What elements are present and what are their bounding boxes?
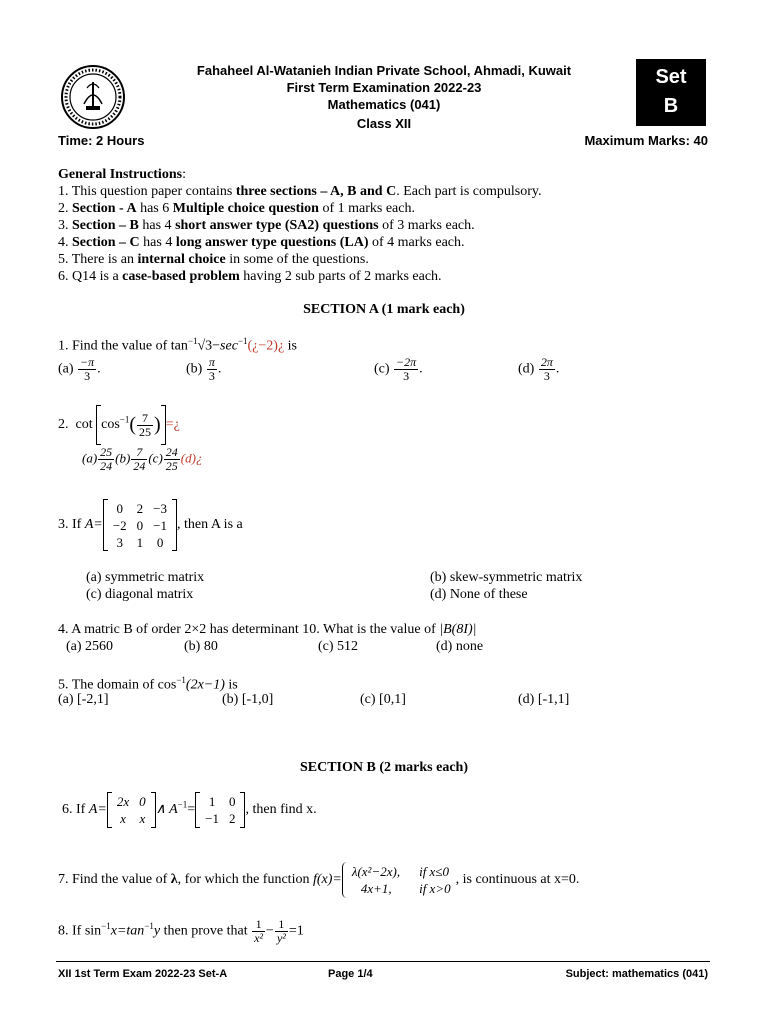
set-badge <box>636 59 706 126</box>
q6-matrix-inverse: 1 0 −1 2 <box>205 794 236 826</box>
q3-matrix: 0 2 −3 −2 0 −1 3 1 0 <box>112 500 168 550</box>
q5-option-d: (d) [-1,1] <box>518 692 570 707</box>
q1-option-d: (d) $\frac{2\pi}{3}$ . <box>518 355 560 383</box>
section-a-title: SECTION A (1 mark each) <box>303 302 465 317</box>
question-8: 8. If $\sin^{-1}x=\tan^{-1}y$ then prove that $\frac{1}{\text{x²}}$ − $\frac{1}{\text{y²}}$ =1 <box>58 917 304 945</box>
footer-page-number: Page 1/4 <box>328 968 373 980</box>
footer-divider <box>56 961 710 962</box>
instruction-item: 6. Q14 is a case-based problem having 2 sub parts of 2 marks each. <box>58 269 442 284</box>
question-5: 5. The domain of $\cos^{-1}(2x-1)$ is <box>58 675 238 693</box>
question-1: 1. Find the value of $\tan^{-1}√3-\sec^{-1}(¿-2)¿$ is <box>58 336 298 354</box>
maximum-marks: Maximum Marks: 40 <box>584 133 708 148</box>
q6-matrix-a: 2x 0 x x <box>116 794 146 826</box>
question-2: 2. $\cot \cos^{-1}$( $\frac{7}{25}$ ) =¿ <box>58 405 180 445</box>
q4-option-a: (a) 2560 <box>66 639 114 654</box>
question-4: 4. A matric B of order 2×2 has determinant 10. What is the value of |B(8I)| <box>58 622 477 637</box>
q4-option-d: (d) none <box>436 639 484 654</box>
instruction-item: 5. There is an internal choice in some of the questions. <box>58 252 369 267</box>
general-instructions: General Instructions: 1. This question paper contains three sections – A, B and C. Each part is compulsory. 2. Section - A has 6 Multiple choice question of 1 marks each. 3. Section – B has 4 short answer type (SA2) questions of 3 marks each. 4. Section – C has 4 long answer type questions (LA) of 4 marks each. 5. There is an internal choice in some of the questions. 6. Q14 is a case-based problem having 2 sub parts of 2 marks each. <box>58 166 718 285</box>
instruction-item: 3. Section – B has 4 short answer type (SA2) questions of 3 marks each. <box>58 218 475 233</box>
exam-title: First Term Examination 2022-23 <box>286 80 482 95</box>
question-6: 6. If A=2x 0 x x∧ $A^{-1}=1$ 0 −1 2, then find x. <box>62 794 317 826</box>
q5-option-c: (c) [0,1] <box>360 692 406 707</box>
class-title: Class XII <box>356 116 412 131</box>
instruction-item: 4. Section – C has 4 long answer type questions (LA) of 4 marks each. <box>58 235 465 250</box>
instruction-item: 1. This question paper contains three sections – A, B and C. Each part is compulsory. <box>58 184 542 199</box>
school-name: Fahaheel Al-Watanieh Indian Private School, Ahmadi, Kuwait <box>196 63 572 78</box>
set-value: B <box>663 95 679 117</box>
footer-exam-label: XII 1st Term Exam 2022-23 Set-A <box>58 968 228 980</box>
q4-option-c: (c) 512 <box>318 639 359 654</box>
q3-option-d: (d) None of these <box>430 587 528 602</box>
section-b-title: SECTION B (2 marks each) <box>299 760 468 775</box>
q1-option-a: (a) $\frac{-\pi}{3}$ . <box>58 355 101 383</box>
question-3: 3. If A=0 2 −3 −2 0 −1 3 1 0, then A is a <box>58 500 243 550</box>
q3-option-c: (c) diagonal matrix <box>86 587 194 602</box>
q3-option-b: (b) skew-symmetric matrix <box>430 570 583 585</box>
subject-title: Mathematics (041) <box>327 97 441 112</box>
question-7: 7. Find the value of λ, for which the function f(x)=λ(x²−2x), if x≤0 4x+1, if x>0, is continuous at x=0. <box>58 864 580 896</box>
q5-option-b: (b) [-1,0] <box>222 692 274 707</box>
time-allowed: Time: 2 Hours <box>58 133 145 148</box>
q1-option-b: (b) $\frac{\pi}{3}$ . <box>186 355 222 383</box>
q2-options: (a) $\frac{25}{24}$ (b) $\frac{7}{24}$ (c) $\frac{24}{25}$ (d)¿ <box>82 445 203 473</box>
set-label: Set <box>655 66 687 88</box>
q5-option-a: (a) [-2,1] <box>58 692 109 707</box>
footer-subject: Subject: mathematics (041) <box>565 968 708 980</box>
q3-option-a: (a) symmetric matrix <box>86 570 205 585</box>
instructions-heading: General Instructions <box>58 167 183 182</box>
q4-option-b: (b) 80 <box>184 639 218 654</box>
q7-piecewise: λ(x²−2x), if x≤0 4x+1, if x>0 <box>351 864 451 896</box>
instruction-item: 2. Section - A has 6 Multiple choice question of 1 marks each. <box>58 201 415 216</box>
q1-option-c: (c) $\frac{-2\pi}{3}$ . <box>374 355 423 383</box>
